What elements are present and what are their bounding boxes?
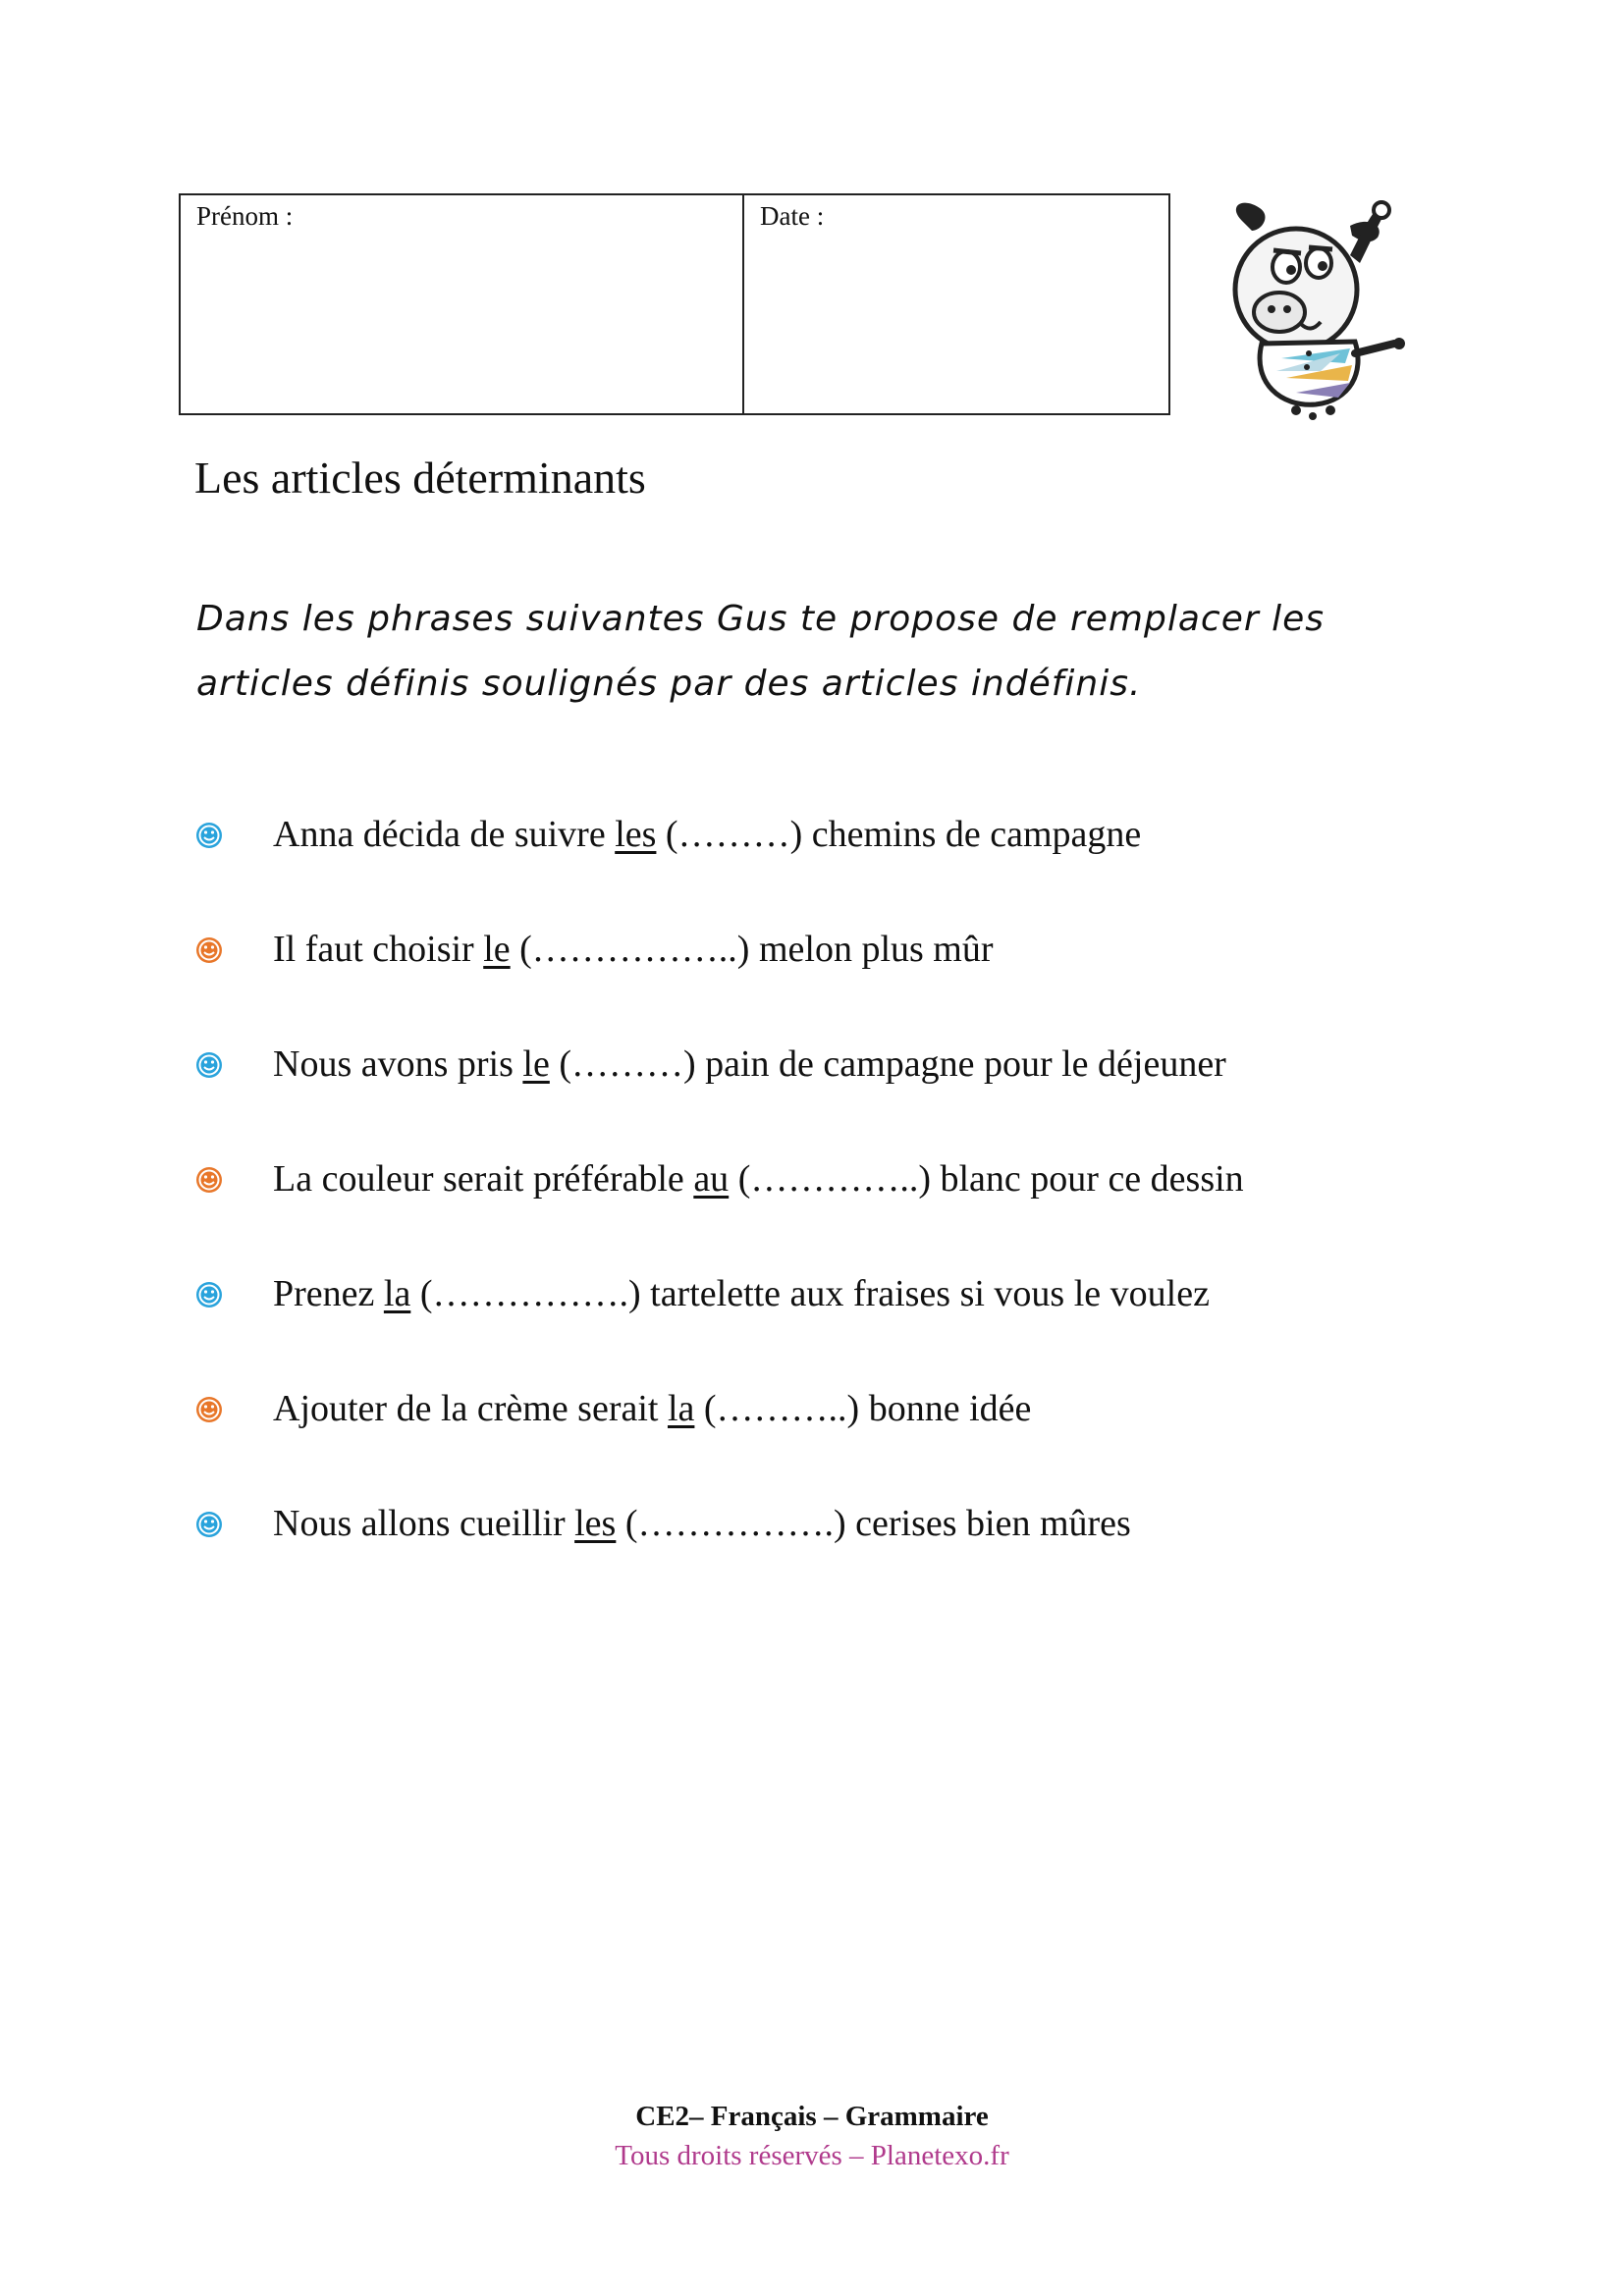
smiley-icon	[194, 821, 224, 850]
sentence-list	[194, 811, 1244, 1615]
instruction-text: Dans les phrases suivantes Gus te propose de remplacer les articles définis soulignés par des articles indéfinis.	[196, 599, 1325, 704]
smiley-icon	[194, 935, 224, 965]
list-item	[194, 1270, 1244, 1385]
prenom-label: Prénom :	[196, 201, 294, 231]
underlined-article: la	[383, 1273, 411, 1314]
underlined-article: la	[667, 1388, 695, 1429]
sentence-text: Il faut choisir le (……………..) melon plus mûr	[273, 929, 994, 970]
smiley-icon	[194, 1510, 224, 1539]
sentence-text: Nous avons pris le (………) pain de campagne pour le déjeuner	[273, 1043, 1226, 1085]
list-item	[194, 1500, 1244, 1615]
sentence-text: La couleur serait préférable au (…………..) blanc pour ce dessin	[273, 1158, 1244, 1200]
list-item	[194, 1155, 1244, 1270]
name-date-box	[179, 193, 1170, 415]
sentence-text: Ajouter de la crème serait la (………..) bonne idée	[273, 1388, 1032, 1429]
smiley-icon	[194, 1050, 224, 1080]
sentence-text: Nous allons cueillir les (…………….) cerises bien mûres	[273, 1503, 1131, 1544]
page-title: Les articles déterminants	[194, 453, 646, 503]
underlined-article: les	[574, 1503, 617, 1544]
list-item	[194, 1041, 1244, 1155]
footer-copyright: Tous droits réservés – Planetexo.fr	[615, 2140, 1009, 2171]
underlined-article: au	[693, 1158, 730, 1200]
date-field[interactable]	[744, 195, 1168, 413]
prenom-field[interactable]	[181, 195, 744, 413]
smiley-icon	[194, 1280, 224, 1309]
sentence-text: Anna décida de suivre les (………) chemins de campagne	[273, 814, 1142, 855]
list-item	[194, 811, 1244, 926]
gus-sheep-mascot-icon	[1203, 196, 1419, 422]
sentence-text: Prenez la (…………….) tartelette aux fraises si vous le voulez	[273, 1273, 1210, 1314]
list-item	[194, 926, 1244, 1041]
footer-subject: CE2– Français – Grammaire	[635, 2101, 989, 2132]
smiley-icon	[194, 1165, 224, 1195]
list-item	[194, 1385, 1244, 1500]
underlined-article: le	[522, 1043, 550, 1085]
smiley-icon	[194, 1395, 224, 1424]
underlined-article: les	[615, 814, 657, 855]
date-label: Date :	[760, 201, 825, 231]
underlined-article: le	[483, 929, 511, 970]
